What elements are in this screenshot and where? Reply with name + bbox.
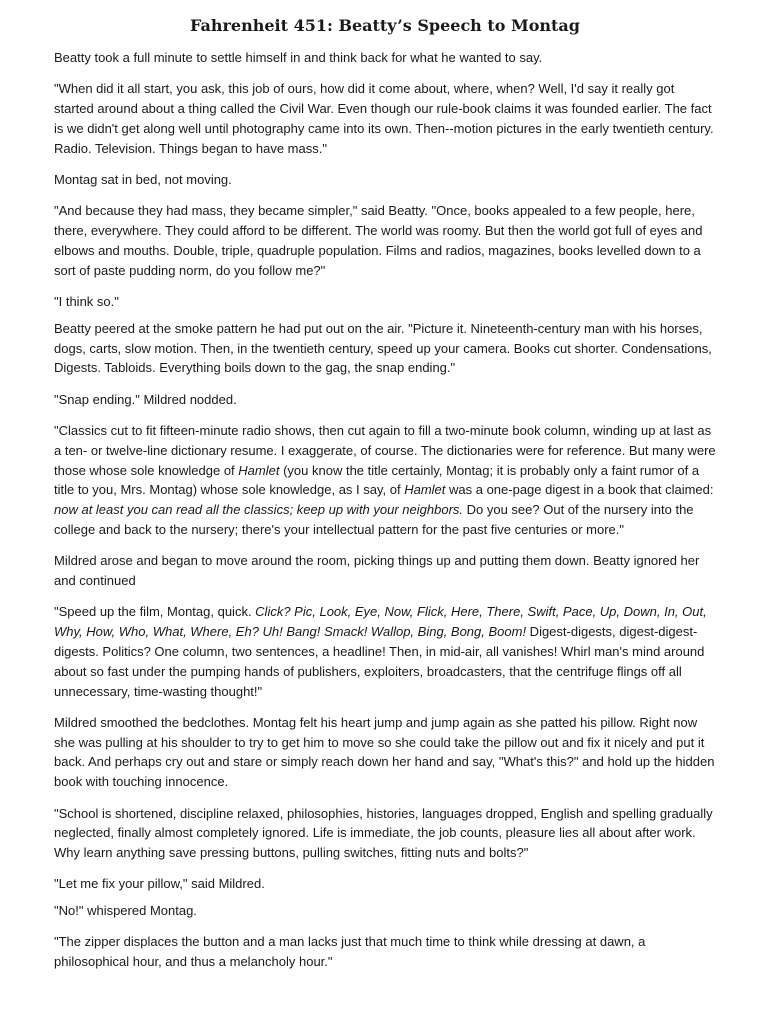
paragraph: [54, 874, 716, 894]
text-run: Digest-digests, digest-digest-digests. Politics? One column, two sentences, a headline! Then, in mid-air, all vanishes! Whirl man's mind around about so fast under the pumping hands of publishers, exploiters, broadcasters, that the centrifuge flings off all unnecessary, time-wasting thought!": [54, 624, 705, 699]
paragraph: [54, 170, 716, 190]
text-run: Beatty took a full minute to settle himself in and think back for what he wanted to say.: [54, 50, 543, 65]
paragraph: [54, 79, 716, 158]
text-run: "When did it all start, you ask, this job of ours, how did it come about, where, when? Well, I'd say it really got started around about a thing called the Civil War. Even though our rule-book claims it was founded earlier. The fact is we didn't get along well until photography came into its own. Then--motion pictures in the early twentieth century. Radio. Television. Things began to have mass.": [54, 81, 714, 156]
document-body: [54, 48, 716, 972]
text-run: "Speed up the film, Montag, quick.: [54, 604, 256, 620]
italic-text-run: now at least you can read all the classics; keep up with your neighbors.: [54, 502, 464, 518]
text-run: "Classics cut to fit fifteen-minute radio shows, then cut again to fill a two-minute book column, winding up at last as a ten- or twelve-line dictionary resume. I exaggerate, of course. The dictionaries were for reference. But many were those whose sole knowledge of: [54, 422, 716, 478]
italic-text-run: Click? Pic, Look, Eye, Now, Flick, Here, There, Swift, Pace, Up, Down, In, Out, Why, How, Who, What, Where, Eh? Uh! Bang! Smack! Wallop, Bing, Bong, Boom!: [54, 604, 707, 640]
document-title: Fahrenheit 451: Beatty’s Speech to Montag: [190, 16, 580, 35]
paragraph: [54, 201, 716, 280]
paragraph: [54, 804, 716, 863]
text-run: "The zipper displaces the button and a man lacks just that much time to think while dressing at dawn, a philosophical hour, and thus a melancholy hour.": [54, 934, 646, 970]
text-run: "Snap ending." Mildred nodded.: [54, 391, 237, 407]
text-run: "No!" whispered Montag.: [54, 903, 197, 919]
document-page: [54, 14, 716, 984]
paragraph: [54, 48, 716, 68]
paragraph: [54, 602, 716, 701]
paragraph: [54, 551, 716, 591]
text-run: Mildred arose and began to move around the room, picking things up and putting them down. Beatty ignored her and continued: [54, 553, 700, 589]
text-run: "And because they had mass, they became simpler," said Beatty. "Once, books appealed to a few people, here, there, everywhere. They could afford to be different. The world was roomy. But then the world got full of eyes and elbows and mouths. Double, triple, quadruple population. Films and radios, magazines, books levelled down to a sort of paste pudding norm, do you follow me?": [54, 203, 703, 278]
text-run: Do you see? Out of the nursery into the college and back to the nursery; there's your intellectual pattern for the past five centuries or more.": [54, 502, 694, 537]
paragraph: [54, 713, 716, 792]
paragraph: [54, 421, 716, 540]
text-run: Montag sat in bed, not moving.: [54, 171, 232, 187]
paragraph: [54, 901, 716, 921]
text-run: Beatty peered at the smoke pattern he had put out on the air. "Picture it. Nineteenth-century man with his horses, dogs, carts, slow motion. Then, in the twentieth century, speed up your camera. Books cut shorter. Condensations, Digests. Tabloids. Everything boils down to the gag, the snap ending.": [54, 320, 712, 376]
paragraph: [54, 390, 716, 410]
italic-text-run: Hamlet: [404, 482, 446, 498]
text-run: was a one-page digest in a book that claimed:: [445, 482, 714, 498]
paragraph: [54, 932, 716, 972]
paragraph: [54, 292, 716, 312]
text-run: "I think so.": [54, 293, 119, 309]
text-run: (you know the title certainly, Montag; it is probably only a faint rumor of a title to you, Mrs. Montag) whose sole knowledge, as I say, of: [54, 462, 700, 498]
paragraph: [54, 319, 716, 378]
text-run: "School is shortened, discipline relaxed, philosophies, histories, languages dropped, English and spelling gradually neglected, finally almost completely ignored. Life is immediate, the job counts, pleasure lies all about after work. Why learn anything save pressing buttons, pulling switches, fitting nuts and bolts?": [54, 805, 713, 861]
text-run: "Let me fix your pillow," said Mildred.: [54, 876, 265, 892]
italic-text-run: Hamlet: [238, 462, 280, 478]
text-run: Mildred smoothed the bedclothes. Montag felt his heart jump and jump again as she patted his pillow. Right now she was pulling at his shoulder to try to get him to move so she could take the pillow out and fix it nicely and put it back. And perhaps cry out and stare or simply reach down her hand and say, "What's this?" and hold up the hidden book with touching innocence.: [54, 714, 715, 790]
